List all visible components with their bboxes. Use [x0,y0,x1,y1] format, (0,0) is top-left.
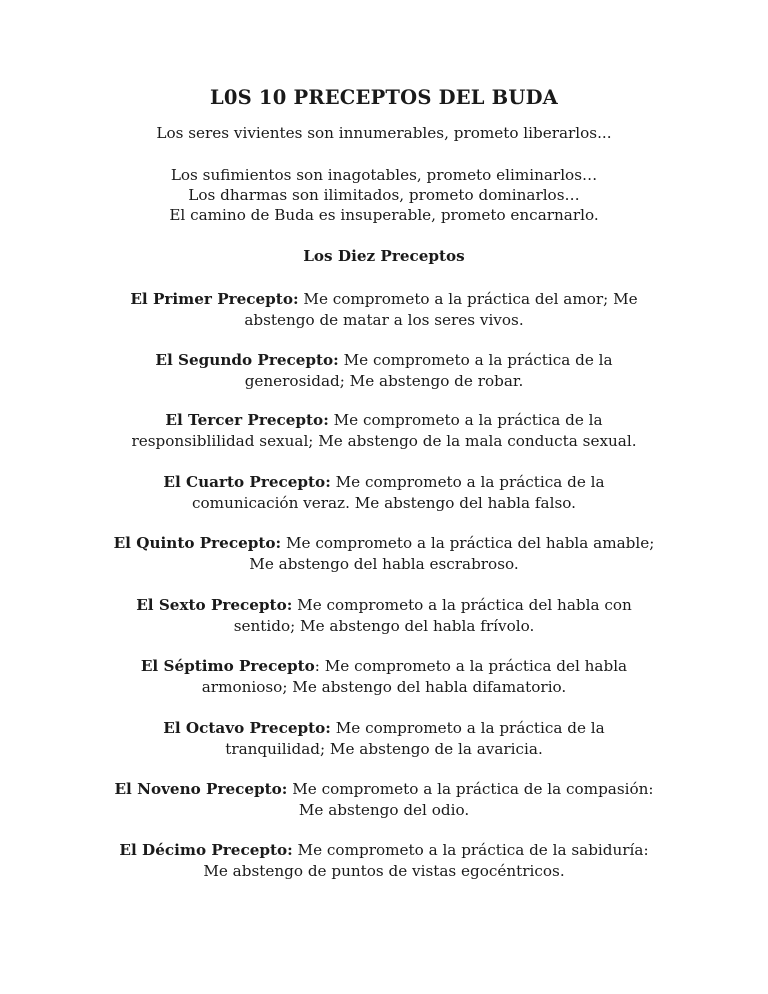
precept-text-line2: abstengo de matar a los seres vivos. [244,311,524,329]
precept-text: Me comprometo a la práctica de la sabiduría: [292,841,649,859]
precept-label: El Primer Precepto: [130,290,299,308]
precept-text-line2: sentido; Me abstengo del habla frívolo. [233,617,535,635]
precept-text: Me comprometo a la práctica de la compasión: [287,780,654,798]
section-subtitle: Los Diez Preceptos [303,247,465,265]
precept-text: Me comprometo a la práctica de la [328,411,603,429]
precept-label: El Cuarto Precepto: [163,473,331,491]
precept-2 [0,350,768,392]
precept-label: El Tercer Precepto: [165,411,329,429]
precept-3 [0,410,768,452]
vow-line: Los sufimientos son inagotables, prometo eliminarlos… [170,166,598,184]
precept-10 [0,840,768,882]
precept-label: El Sexto Precepto: [136,596,293,614]
precept-text-line2: Me abstengo del habla escrabroso. [249,555,519,573]
precept-text: Me comprometo a la práctica del amor; Me [298,290,638,308]
precept-label: El Segundo Precepto: [155,351,339,369]
precept-label: El Octavo Precepto: [163,719,331,737]
precept-text-line2: responsiblilidad sexual; Me abstengo de la mala conducta sexual. [131,432,637,450]
precept-text: Me comprometo a la práctica de la [330,719,605,737]
precept-text-line2: comunicación veraz. Me abstengo del habla falso. [192,494,576,512]
precept-text: : Me comprometo a la práctica del habla [314,657,628,675]
precept-text-line2: armonioso; Me abstengo del habla difamatorio. [201,678,567,696]
precept-4 [0,472,768,514]
precept-text-line2: Me abstengo de puntos de vistas egocéntricos. [203,862,565,880]
precept-6 [0,595,768,637]
precept-text: Me comprometo a la práctica del habla con [292,596,632,614]
precept-5 [0,533,768,575]
precept-8 [0,718,768,760]
precept-text-line2: tranquilidad; Me abstengo de la avaricia. [225,740,543,758]
precept-text: Me comprometo a la práctica de la [338,351,613,369]
precept-9 [0,779,768,821]
precept-label: El Décimo Precepto: [119,841,293,859]
precept-text-line2: generosidad; Me abstengo de robar. [244,372,524,390]
precept-text: Me comprometo a la práctica de la [330,473,605,491]
vow-line: Los seres vivientes son innumerables, prometo liberarlos... [156,124,612,142]
precept-text: Me comprometo a la práctica del habla amable; [281,534,655,552]
vow-line: Los dharmas son ilimitados, prometo dominarlos… [188,186,580,204]
precept-label: El Séptimo Precepto [140,657,315,675]
document-title: L0S 10 PRECEPTOS DEL BUDA [209,86,559,109]
precept-label: El Noveno Precepto: [114,780,288,798]
vow-line: El camino de Buda es insuperable, prometo encarnarlo. [169,206,599,224]
precept-7 [0,656,768,698]
precept-1 [0,289,768,331]
precept-label: El Quinto Precepto: [113,534,282,552]
precept-text-line2: Me abstengo del odio. [298,801,470,819]
